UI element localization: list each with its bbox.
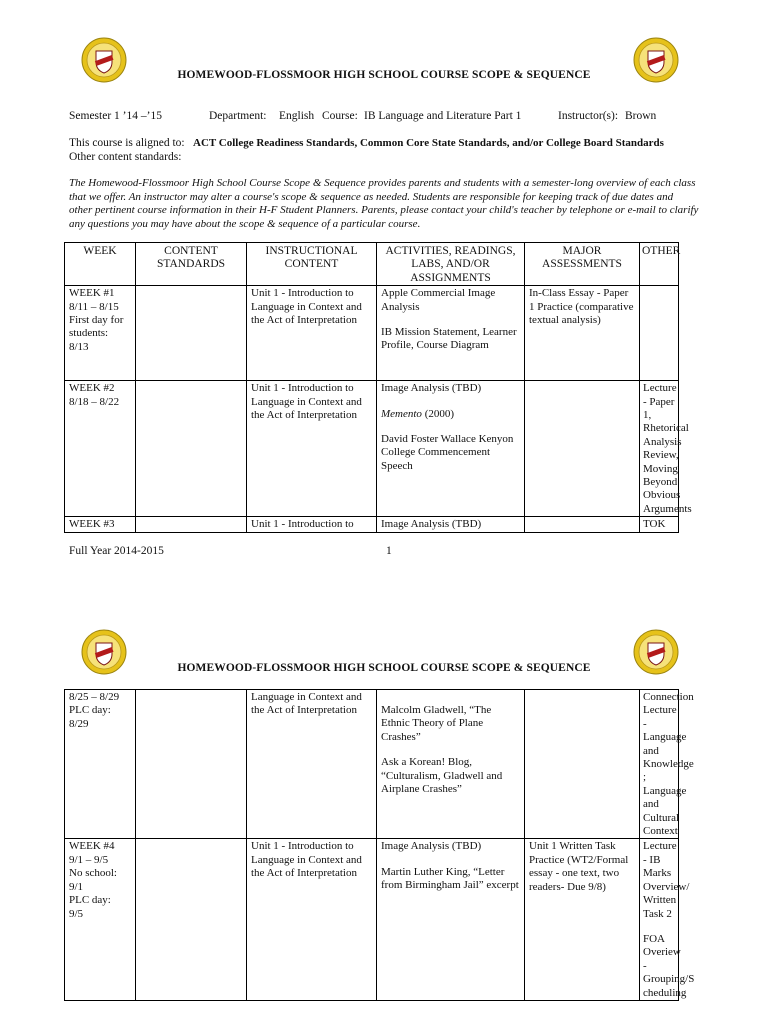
assessments-cell: Unit 1 Written Task Practice (WT2/Formal essay - one text, two readers- Due 9/8) — [525, 839, 640, 1000]
activity-item: Image Analysis (TBD) — [381, 518, 482, 531]
standards-cell — [136, 839, 247, 1000]
activity-item: IB Mission Statement, Learner Profile, Course Diagram — [381, 326, 517, 352]
other-cell — [640, 839, 695, 1000]
footer-page-number: 1 — [386, 545, 392, 557]
page-title: HOMEWOOD-FLOSSMOOR HIGH SCHOOL COURSE SCOPE & SEQUENCE — [177, 69, 591, 81]
activity-item: Ask a Korean! Blog, “Culturalism, Gladwell and Airplane Crashes” — [381, 756, 503, 796]
assessments-cell — [525, 690, 640, 839]
table-row-week-4 — [65, 839, 679, 1000]
content-cell: Unit 1 - Introduction to — [247, 517, 377, 532]
header-other: OTHER — [640, 243, 679, 286]
table-header-row — [65, 243, 679, 286]
activities-cell — [377, 517, 525, 532]
aligned-standards: ACT College Readiness Standards, Common Core State Standards, and/or College Board Standards — [193, 137, 664, 149]
instructor-value: Brown — [625, 110, 657, 122]
activity-item: Malcolm Gladwell, “The Ethnic Theory of Plane Crashes” — [381, 704, 492, 743]
header-activities: ACTIVITIES, READINGS, LABS, AND/OR ASSIGNMENTS — [377, 243, 525, 286]
standards-cell — [136, 286, 247, 381]
week-cell: 8/25 – 8/29 PLC day: 8/29 — [65, 690, 136, 839]
content-cell: Language in Context and the Act of Interpretation — [247, 690, 377, 839]
activity-item: David Foster Wallace Kenyon College Commencement Speech — [381, 433, 514, 472]
other-cell: Connection Lecture - Language and Knowledge ; Language and Cultural Context — [640, 690, 679, 839]
semester: Semester 1 ’14 –’15 — [69, 110, 162, 122]
course-label: Course: — [322, 110, 358, 122]
activity-item: Martin Luther King, “Letter from Birmingham Jail” excerpt — [381, 865, 519, 892]
other-item: Lecture - IB Marks Overview/ Written Task 2 — [643, 840, 690, 920]
standards-cell — [136, 517, 247, 532]
activity-item: Image Analysis (TBD) — [381, 840, 482, 853]
activities-cell — [377, 839, 525, 1000]
other-content-standards: Other content standards: — [69, 151, 182, 163]
assessments-cell — [525, 517, 640, 532]
assessments-cell — [525, 381, 640, 517]
content-cell: Unit 1 - Introduction to Language in Context and the Act of Interpretation — [247, 839, 377, 1000]
week-cell: WEEK #2 8/18 – 8/22 — [65, 381, 136, 517]
header-week: WEEK — [65, 243, 136, 286]
aligned-label: This course is aligned to: — [69, 137, 185, 149]
other-cell: Lecture - Paper 1, Rhetorical Analysis Review, Moving Beyond Obvious Arguments — [640, 381, 679, 517]
scope-table-page-2 — [64, 689, 695, 1001]
table-row-week-1 — [65, 286, 679, 381]
content-cell: Unit 1 - Introduction to Language in Context and the Act of Interpretation — [247, 381, 377, 517]
other-item: FOA Overiew - Grouping/S cheduling — [643, 932, 695, 999]
standards-cell — [136, 690, 247, 839]
scope-table-page-1 — [64, 242, 692, 533]
film-title: Memento — [381, 407, 422, 420]
course-value: IB Language and Literature Part 1 — [364, 110, 522, 122]
week-cell: WEEK #4 9/1 – 9/5 No school: 9/1 PLC day: 9/5 — [65, 839, 136, 1000]
department-value: English — [279, 110, 315, 122]
activities-cell — [377, 286, 525, 381]
header-major-assessments: MAJOR ASSESSMENTS — [525, 243, 640, 286]
other-cell: TOK — [640, 517, 679, 532]
table-row-week-3-cont — [65, 690, 679, 839]
film-year: (2000) — [421, 407, 455, 420]
instructor-label: Instructor(s): — [558, 110, 619, 122]
standards-cell — [136, 381, 247, 517]
table-row-week-3 — [65, 517, 679, 532]
activity-item — [381, 408, 521, 421]
week-cell: WEEK #1 8/11 – 8/15 First day for students: 8/13 — [65, 286, 136, 381]
header-instructional-content: INSTRUCTIONAL CONTENT — [247, 243, 377, 286]
department-label: Department: — [209, 110, 267, 122]
content-cell: Unit 1 - Introduction to Language in Context and the Act of Interpretation — [247, 286, 377, 381]
other-cell — [640, 286, 679, 381]
footer-year: Full Year 2014-2015 — [69, 545, 164, 557]
activity-item: Apple Commercial Image Analysis — [381, 287, 496, 313]
week-cell: WEEK #3 — [65, 517, 136, 532]
page-title: HOMEWOOD-FLOSSMOOR HIGH SCHOOL COURSE SCOPE & SEQUENCE — [177, 662, 591, 674]
header-content-standards: CONTENT STANDARDS — [136, 243, 247, 286]
activities-cell — [377, 381, 525, 517]
table-row-week-2 — [65, 381, 679, 517]
activity-item: Image Analysis (TBD) — [381, 382, 482, 395]
assessments-cell: In-Class Essay - Paper 1 Practice (comparative textual analysis) — [525, 286, 640, 381]
intro-paragraph: The Homewood-Flossmoor High School Course Scope & Sequence provides parents and students with a semester-long overview of each class that we offer. An instructor may alter a course's scope & sequence as needed. Students are responsible for keeping track of due dates and other pertinent course information in their H-F Student Planners. Parents, please contact your child's teacher by telephone or e-mail to clarify any questions you may have about the scope & sequence of a particular course. — [69, 177, 699, 230]
activities-cell — [377, 690, 525, 839]
